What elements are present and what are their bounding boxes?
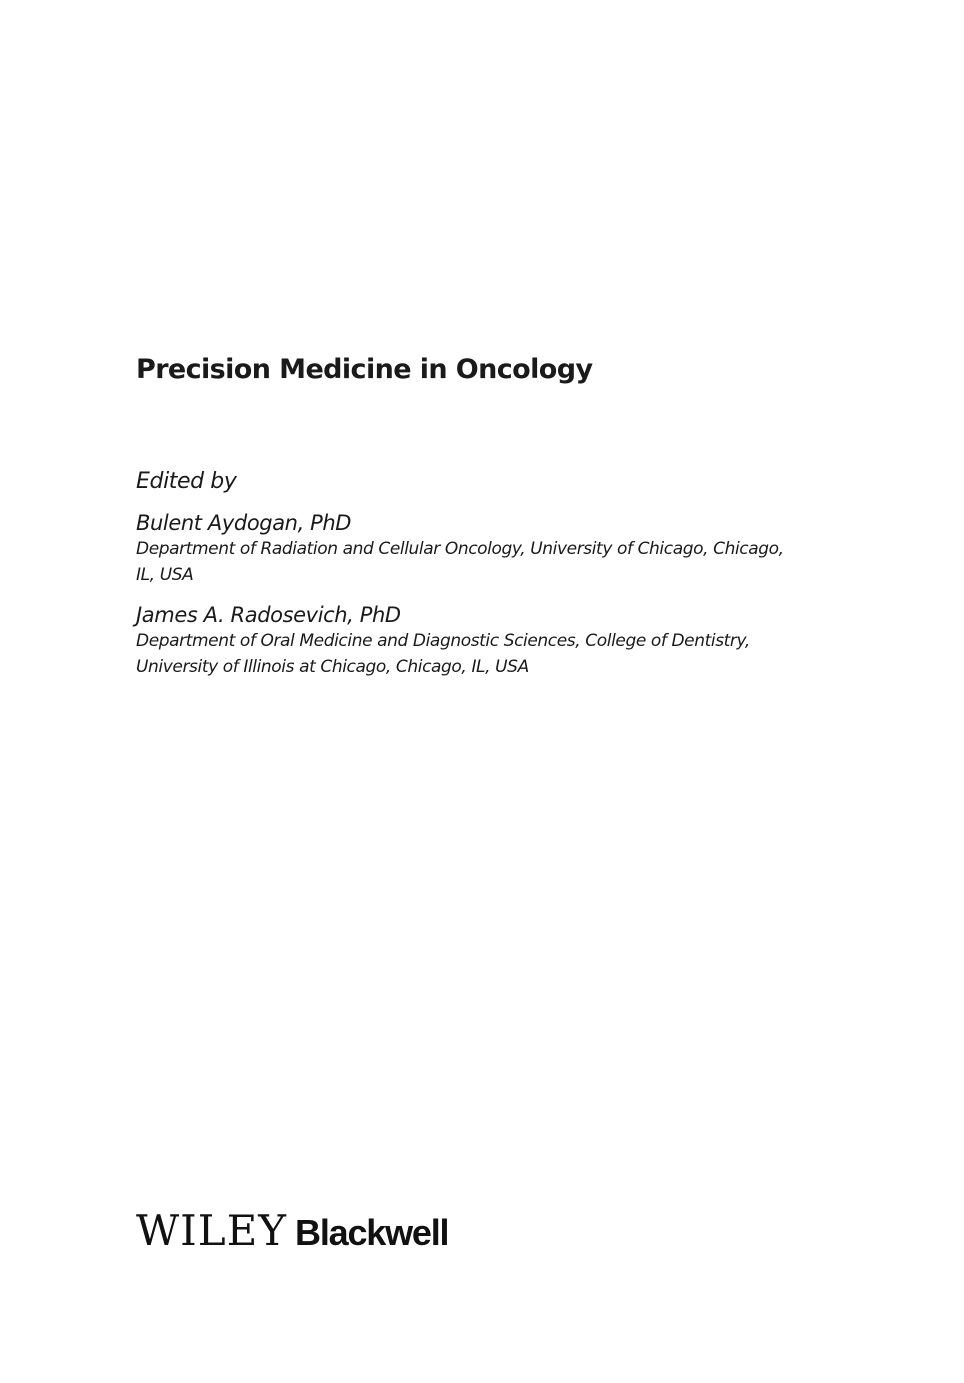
editor-affiliation-line: Department of Radiation and Cellular Oncology, University of Chicago, Chicago, (136, 539, 784, 559)
wiley-wordmark: WILEY (136, 1206, 288, 1255)
editor-name: Bulent Aydogan, PhD (136, 511, 352, 535)
editor-affiliation-line: University of Illinois at Chicago, Chicago, IL, USA (136, 657, 529, 677)
blackwell-imprint: Blackwell (295, 1212, 449, 1253)
editors-section (136, 468, 856, 694)
publisher-logo (136, 1206, 449, 1255)
editor-entry (136, 602, 856, 680)
editor-name: James A. Radosevich, PhD (136, 603, 401, 627)
book-title: Precision Medicine in Oncology (136, 354, 593, 385)
editor-affiliation-line: Department of Oral Medicine and Diagnostic Sciences, College of Dentistry, (136, 631, 750, 651)
editor-entry (136, 510, 856, 588)
editor-affiliation-line: IL, USA (136, 565, 194, 585)
edited-by-label: Edited by (136, 469, 237, 494)
